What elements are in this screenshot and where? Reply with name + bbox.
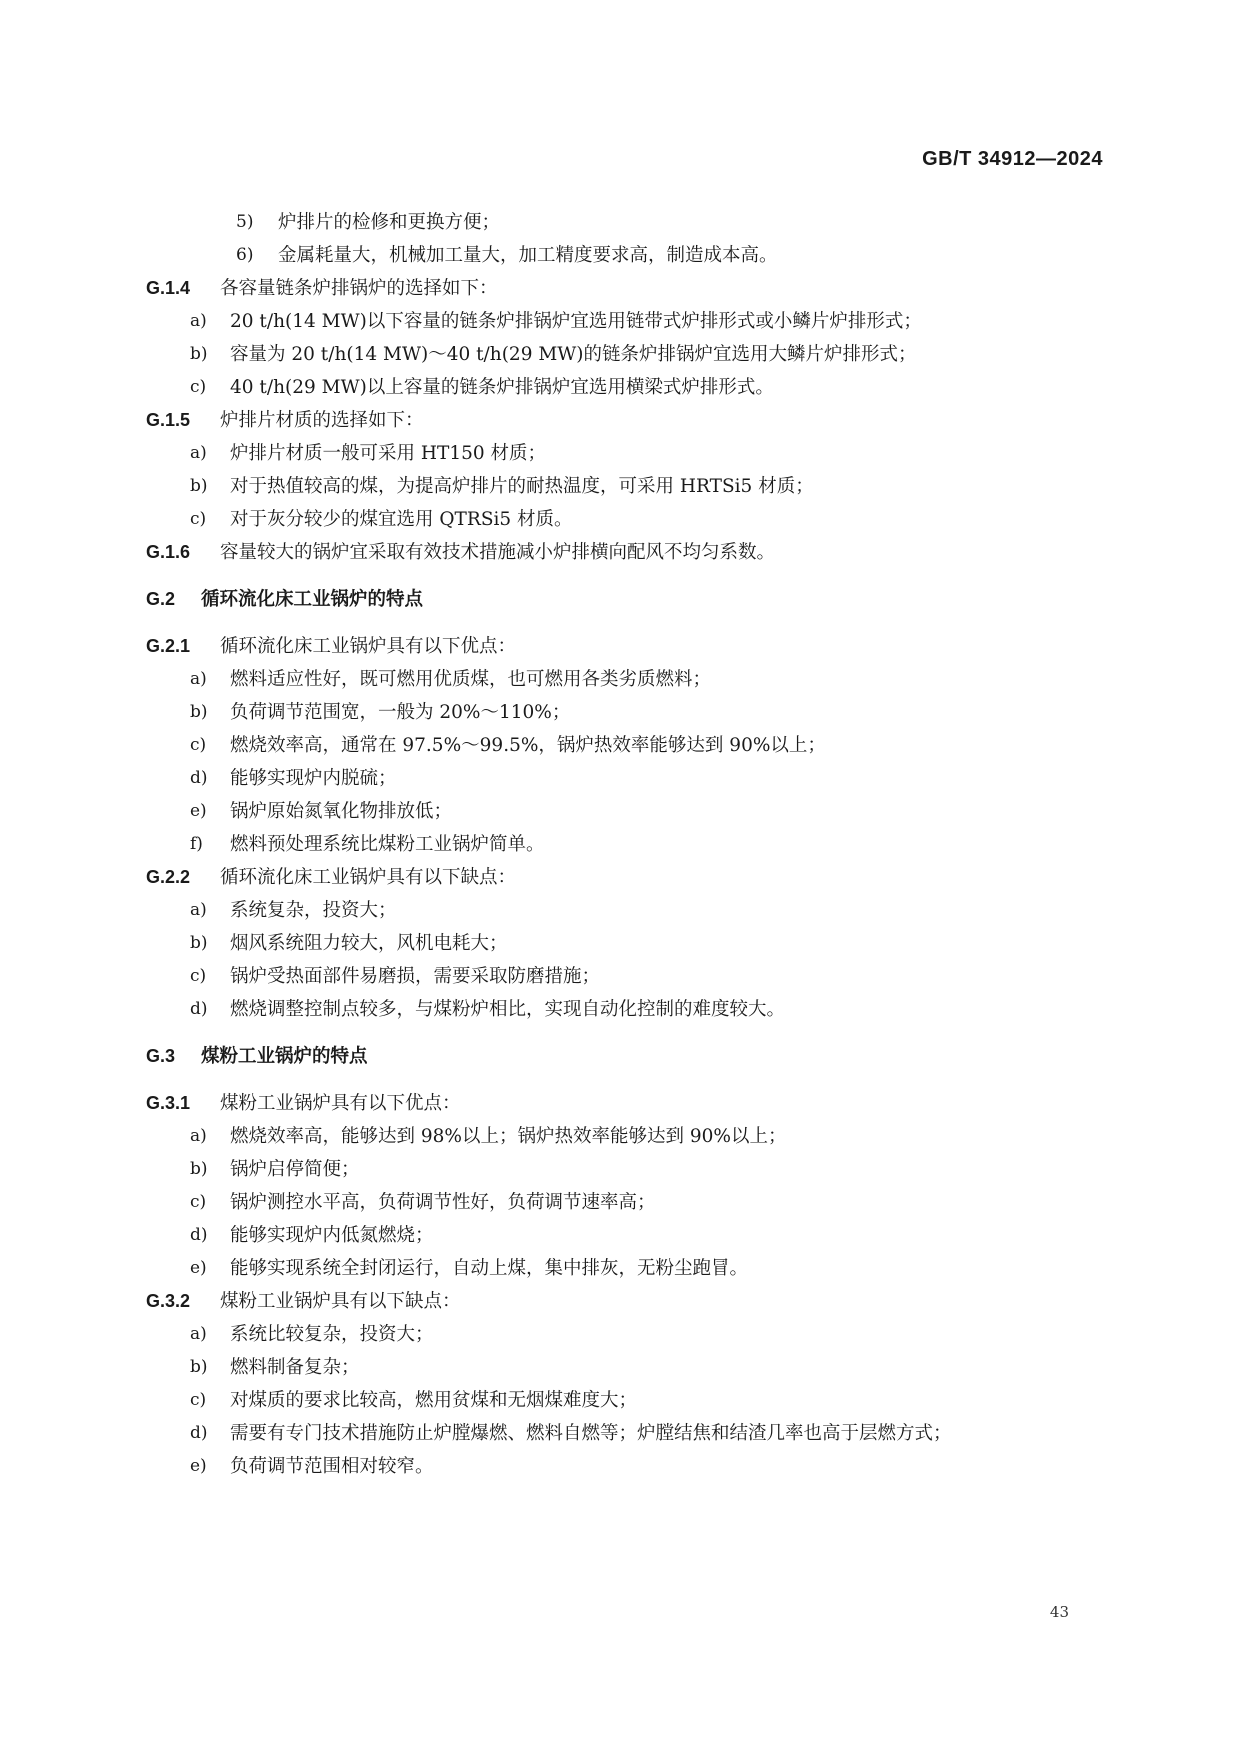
item-label: b) [190,702,208,722]
list-item [146,1153,1106,1186]
list-item [146,503,1106,536]
item-label: c) [190,735,207,755]
list-item [146,762,1106,795]
item-label: 6) [236,245,254,265]
item-label: d) [190,1225,208,1245]
line-text: 金属耗量大，机械加工量大，加工精度要求高，制造成本高。 [278,245,778,266]
line-text: 系统比较复杂，投资大； [230,1324,434,1345]
list-item [146,729,1106,762]
line-text: 燃料适应性好，既可燃用优质煤，也可燃用各类劣质燃料； [230,669,712,690]
list-item [146,305,1106,338]
list-item [146,1120,1106,1153]
line-text: 炉排片的检修和更换方便； [278,212,501,233]
clause-number: G.3.2 [146,1291,191,1311]
item-label: a) [190,1126,207,1146]
line-text: 锅炉受热面部件易磨损，需要采取防磨措施； [230,966,601,987]
item-label: d) [190,768,208,788]
list-item [146,1252,1106,1285]
list-item [146,927,1106,960]
item-label: c) [190,1192,207,1212]
item-label: a) [190,900,207,920]
list-item [146,1318,1106,1351]
line-text: 锅炉测控水平高，负荷调节性好，负荷调节速率高； [230,1192,656,1213]
item-label: c) [190,1390,207,1410]
list-item [146,1219,1106,1252]
item-label: e) [190,801,207,821]
list-item [146,1384,1106,1417]
item-label: b) [190,476,208,496]
line-text: 需要有专门技术措施防止炉膛爆燃、燃料自燃等；炉膛结焦和结渣几率也高于层燃方式； [230,1423,952,1444]
list-item [146,795,1106,828]
clause-number: G.1.4 [146,278,191,298]
list-item [146,371,1106,404]
clause-number: G.2.2 [146,867,191,887]
line-text: 能够实现炉内脱硫； [230,768,397,789]
item-label: f) [190,834,203,854]
list-item [146,470,1106,503]
section-number: G.3 [146,1046,176,1066]
clause-line [146,1087,1106,1120]
standard-code-header: GB/T 34912—2024 [922,148,1103,170]
item-label: c) [190,377,207,397]
line-text: 40 t/h(29 MW)以上容量的链条炉排锅炉宜选用横梁式炉排形式。 [230,377,774,398]
section-number: G.2 [146,589,176,609]
item-label: e) [190,1258,207,1278]
list-item [146,206,1106,239]
line-text: 能够实现炉内低氮燃烧； [230,1225,434,1246]
item-label: c) [190,966,207,986]
line-text: 容量为 20 t/h(14 MW)～40 t/h(29 MW)的链条炉排锅炉宜选用大鳞片炉排形式； [230,344,917,365]
list-item [146,894,1106,927]
clause-line [146,404,1106,437]
list-item [146,696,1106,729]
list-item [146,960,1106,993]
clause-line [146,272,1106,305]
line-text: 炉排片材质的选择如下： [220,410,424,431]
line-text: 系统复杂，投资大； [230,900,397,921]
line-text: 循环流化床工业锅炉具有以下缺点： [220,867,517,888]
item-label: c) [190,509,207,529]
list-item [146,1351,1106,1384]
item-label: a) [190,669,207,689]
list-item [146,828,1106,861]
line-text: 20 t/h(14 MW)以下容量的链条炉排锅炉宜选用链带式炉排形式或小鳞片炉排形式； [230,311,922,332]
line-text: 燃烧调整控制点较多，与煤粉炉相比，实现自动化控制的难度较大。 [230,999,786,1020]
line-text: 容量较大的锅炉宜采取有效技术措施减小炉排横向配风不均匀系数。 [220,542,776,563]
list-item [146,338,1106,371]
list-item [146,1186,1106,1219]
line-text: 对煤质的要求比较高，燃用贫煤和无烟煤难度大； [230,1390,638,1411]
line-text: 循环流化床工业锅炉具有以下优点： [220,636,517,657]
page-number: 43 [1049,1603,1069,1621]
clause-line [146,536,1106,569]
clause-number: G.1.6 [146,542,191,562]
list-item [146,1450,1106,1483]
list-item [146,663,1106,696]
line-text: 负荷调节范围相对较窄。 [230,1456,434,1477]
line-text: 炉排片材质一般可采用 HT150 材质； [230,443,547,464]
list-item [146,437,1106,470]
section-heading [146,583,1106,616]
item-label: b) [190,1159,208,1179]
line-text: 烟风系统阻力较大，风机电耗大； [230,933,508,954]
item-label: e) [190,1456,207,1476]
clause-number: G.1.5 [146,410,191,430]
section-title: 煤粉工业锅炉的特点 [201,1046,368,1067]
item-label: b) [190,344,208,364]
line-text: 对于灰分较少的煤宜选用 QTRSi5 材质。 [230,509,573,530]
line-text: 煤粉工业锅炉具有以下缺点： [220,1291,461,1312]
item-label: b) [190,933,208,953]
section-heading [146,1040,1106,1073]
item-label: d) [190,1423,208,1443]
list-item [146,1417,1106,1450]
line-text: 燃烧效率高，通常在 97.5%～99.5%，锅炉热效率能够达到 90%以上； [230,735,826,756]
item-label: 5) [236,212,254,232]
line-text: 锅炉原始氮氧化物排放低； [230,801,453,822]
item-label: a) [190,311,207,331]
clause-number: G.2.1 [146,636,191,656]
line-text: 燃料制备复杂； [230,1357,360,1378]
line-text: 锅炉启停简便； [230,1159,360,1180]
item-label: a) [190,443,207,463]
line-text: 负荷调节范围宽，一般为 20%～110%； [230,702,571,723]
list-item [146,993,1106,1026]
line-text: 各容量链条炉排锅炉的选择如下： [220,278,498,299]
clause-line [146,861,1106,894]
line-text: 煤粉工业锅炉具有以下优点： [220,1093,461,1114]
line-text: 对于热值较高的煤，为提高炉排片的耐热温度，可采用 HRTSi5 材质； [230,476,814,497]
clause-number: G.3.1 [146,1093,191,1113]
item-label: b) [190,1357,208,1377]
item-label: d) [190,999,208,1019]
line-text: 燃料预处理系统比煤粉工业锅炉简单。 [230,834,545,855]
clause-line [146,630,1106,663]
line-text: 燃烧效率高，能够达到 98%以上；锅炉热效率能够达到 90%以上； [230,1126,787,1147]
list-item [146,239,1106,272]
line-text: 能够实现系统全封闭运行，自动上煤，集中排灰，无粉尘跑冒。 [230,1258,749,1279]
item-label: a) [190,1324,207,1344]
section-title: 循环流化床工业锅炉的特点 [201,589,424,610]
document-body [146,206,1106,1483]
clause-line [146,1285,1106,1318]
